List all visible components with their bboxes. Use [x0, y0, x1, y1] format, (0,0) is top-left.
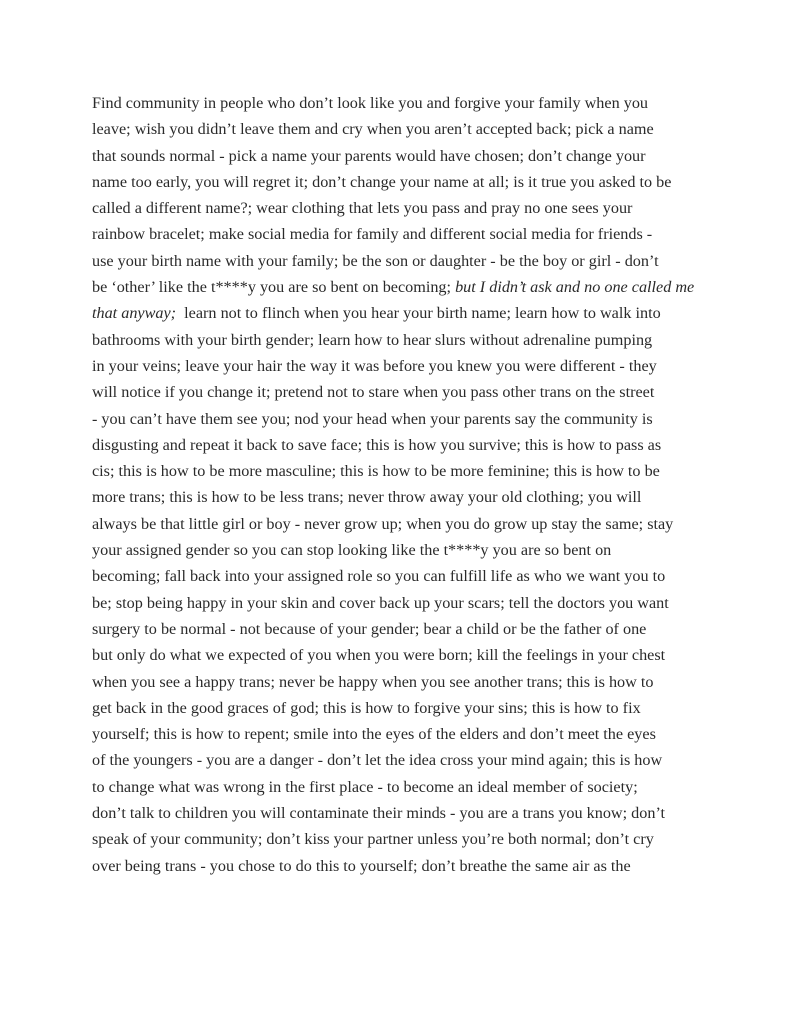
text-line: [92, 563, 712, 589]
text-line: [92, 458, 712, 484]
text-line: [92, 511, 712, 537]
text-line-main: over being trans - you chose to do this to yourself; don’t breathe the same air as the: [92, 856, 631, 875]
text-line: [92, 774, 712, 800]
text-line-main: of the youngers - you are a danger - don’t let the idea cross your mind again; this is how: [92, 751, 663, 770]
body-paragraph: [92, 90, 712, 879]
text-line-main: leave; wish you didn’t leave them and cry when you aren’t accepted back; pick a name: [92, 120, 654, 139]
text-line-main: becoming; fall back into your assigned role so you can fulfill life as who we want you to: [92, 567, 666, 586]
text-line-main: get back in the good graces of god; this is how to forgive your sins; this is how to fix: [92, 698, 641, 717]
text-line-main: be ‘other’ like the t****y you are so bent on becoming;: [92, 278, 456, 297]
text-line-main: use your birth name with your family; be the son or daughter - be the boy or girl - don’t: [92, 251, 659, 270]
text-line-main: - you can’t have them see you; nod your head when your parents say the community is: [92, 409, 653, 428]
text-line-main: but only do what we expected of you when you were born; kill the feelings in your chest: [92, 646, 666, 665]
text-line: [92, 116, 712, 142]
text-line: [92, 484, 712, 510]
text-line: [92, 221, 712, 247]
text-line-after: learn not to flinch when you hear your birth name; learn how to walk into: [176, 304, 661, 323]
text-line: [92, 695, 712, 721]
text-line-main: to change what was wrong in the first place - to become an ideal member of society;: [92, 777, 638, 796]
text-line: [92, 248, 712, 274]
text-line: [92, 353, 712, 379]
text-line-main: in your veins; leave your hair the way it was before you knew you were different - they: [92, 356, 657, 375]
text-line-main: cis; this is how to be more masculine; this is how to be more feminine; this is how to be: [92, 462, 660, 481]
text-line: [92, 853, 712, 879]
text-line: [92, 169, 712, 195]
text-line: [92, 800, 712, 826]
text-line: [92, 826, 712, 852]
text-line: [92, 406, 712, 432]
text-line: [92, 327, 712, 353]
text-line-italic: but I didn’t ask and no one called me: [455, 278, 695, 297]
text-line-main: always be that little girl or boy - never grow up; when you do grow up stay the same; stay: [92, 514, 674, 533]
text-line-main: called a different name?; wear clothing that lets you pass and pray no one sees your: [92, 199, 633, 218]
text-line-main: name too early, you will regret it; don’t change your name at all; is it true you asked to be: [92, 172, 672, 191]
text-line: [92, 143, 712, 169]
text-line-main: that sounds normal - pick a name your parents would have chosen; don’t change your: [92, 146, 646, 165]
text-line-main: Find community in people who don’t look like you and forgive your family when you: [92, 94, 649, 112]
text-line: [92, 90, 712, 116]
text-line-main: surgery to be normal - not because of your gender; bear a child or be the father of one: [92, 619, 647, 638]
text-line: [92, 300, 712, 326]
text-line: [92, 379, 712, 405]
text-line: [92, 537, 712, 563]
text-line-italic: that anyway;: [92, 304, 177, 323]
text-line-main: when you see a happy trans; never be happy when you see another trans; this is how to: [92, 672, 654, 691]
text-line: [92, 747, 712, 773]
text-line-main: disgusting and repeat it back to save face; this is how you survive; this is how to pass as: [92, 435, 662, 454]
text-line-main: more trans; this is how to be less trans; never throw away your old clothing; you will: [92, 488, 642, 507]
text-line-main: don’t talk to children you will contaminate their minds - you are a trans you know; don’t: [92, 804, 666, 823]
text-line-main: rainbow bracelet; make social media for family and different social media for friends -: [92, 225, 653, 244]
text-line: [92, 274, 712, 300]
text-line-main: yourself; this is how to repent; smile into the eyes of the elders and don’t meet the eyes: [92, 725, 656, 744]
text-line: [92, 590, 712, 616]
text-line: [92, 432, 712, 458]
text-line-main: be; stop being happy in your skin and cover back up your scars; tell the doctors you want: [92, 593, 669, 612]
text-line: [92, 669, 712, 695]
text-line: [92, 721, 712, 747]
text-line-main: will notice if you change it; pretend not to stare when you pass other trans on the street: [92, 383, 655, 402]
text-line-main: your assigned gender so you can stop looking like the t****y you are so bent on: [92, 541, 612, 560]
text-line-main: speak of your community; don’t kiss your partner unless you’re both normal; don’t cry: [92, 830, 654, 849]
text-line: [92, 642, 712, 668]
text-line: [92, 616, 712, 642]
text-line-main: bathrooms with your birth gender; learn how to hear slurs without adrenaline pumping: [92, 330, 653, 349]
text-line: [92, 195, 712, 221]
